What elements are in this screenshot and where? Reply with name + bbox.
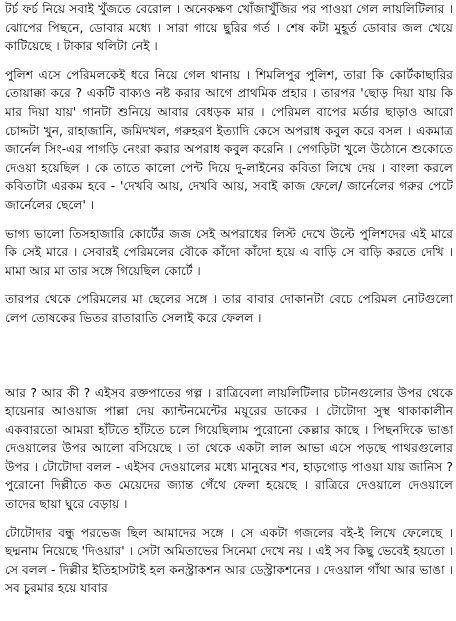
section-spacer [5,328,453,384]
paragraph-mother: তারপর থেকে পেরিমলের মা ছেলের সঙ্গে । তার বাবার দোকানটা বেচে পেরিমল নোটগুলো লেপ তোষকের ভিতর রাতারাতি সেলাই করে ফেলল । [5,292,453,325]
document-page [5,0,453,598]
paragraph-body-found: টর্চ ফর্চ নিয়ে সবাই খুঁজতে বেরোল । অনেকক্ষণ খোঁজাখুঁজির পর পাওয়া গেল লায়লিটিলার । ঝোপের পিছনে, ডোবার মধ্যে । সারা গায়ে ছুরির গর্ত । শেষ কটা মুহূর্ত ডোবার জল খেয়ে কাটিয়েছে । টাকার থলিটা নেই । [5,2,453,54]
paragraph-spacer [5,215,453,225]
paragraph-bloodshed-stories: আর ? আর কী ? এইসব রক্তপাতের গল্প । রাত্রিবেলা লায়লিটিলার চটানগুলোর উপর থেকে হায়েনার আওয়াজ পাল্লা দেয় ক্যান্টনমেন্টের ময়ূরের ডাকের । টোটোদা সুস্থ থাকাকালীন একবারতো আমরা হাঁটতে হাঁটতে চলে গিয়েছিলাম পুরোনো কেল্লার কাছে । পিছনদিকে ভাঙা দেওয়ালের উপর আলো বসিয়েছে । তা থেকে একটা লাল আভা এসে পড়ছে পাথরগুলোর উপর । টোটোদা বলল - এইসব দেওয়ালের মধ্যে মানুষের শব, হাড়গোড় পাওয়া যায় জানিস ? পুরোনো দিল্লীতে কত মেয়েদের জ্যান্ত গেঁথে ফেলা হয়েছে । রাত্রিরে দেওয়ালে দেওয়ালে তাদের ছায়া ঘুরে বেড়ায় । [5,385,453,512]
paragraph-spacer [5,514,453,524]
paragraph-court: ভাগ্য ভালো তিসহাজারি কোর্টের জজ সেই অপরাধের লিস্ট দেখে উল্টে পুলিশদের এই মারে কি সেই মারে । সেবারই পেরিমলের বৌকে কাঁদো কাঁদো হয়ে এ বাড়ি সে বাড়ি করতে দেখি । মামা আর মা তার সঙ্গে গিয়েছিল কোর্টে । [5,226,453,278]
paragraph-parvez: টোটোদার বন্ধু পরভেজ ছিল আমাদের সঙ্গে । সে একটা গজলের বই-ই লিখে ফেলেছে । ছদ্মনাম নিয়েছে 'দিওয়ার' । সেটা অমিতাভের সিনেমা দেখে নয় । এই সব কিছু ভেবেই হয়তো । সে বলল - দিল্লীর ইতিহাসটাই হল কনস্ট্রাকশন আর ডেস্ট্রাকশনের । দেওয়াল গাঁথা আর ভাঙা । সব চুরমার হয়ে যাবার [5,525,453,596]
paragraph-spacer [5,56,453,66]
paragraph-police-arrest: পুলিশ এসে পেরিমলকেই ধরে নিয়ে গেল থানায় । শিমলিপুর পুলিশ, তারা কি কোর্টকাছারির তোয়াক্কা করে ? একটি বাক্যও নষ্ট করার আগে প্রাথমিক প্রহার । তারপর 'ছোড় দিয়া যায় কি মার দিয়া যায়' গানটা শুনিয়ে আবার বেধড়ক মার । পেরিমল বাপের মর্ডার ছাড়াও আরো চোদ্দটা খুন, রাহাজানি, জমিদখল, গরুহরণ ইত্যাদি কেসে অপরাধ কবুল করে বসল । একমাত্র জার্নেল সিং-এর পাগড়ি নেংরা করার অপরাধ কবুল করেনি । পেগড়িটা খুলে উঠোনে শুকোতে দেওয়া হয়েছিল । কে তাতে কালো পেন্ট দিয়ে দু-লাইনের কবিতা লিখে দেয় । বাংলা করলে কবিতাটা এরকম হবে - 'দেখবি আয়, দেখবি আয়, সবাই কাজ ফেলে/ জার্নেলের গরুর পেটে জার্নেলের ছেলে' । [5,67,453,212]
paragraph-spacer [5,280,453,290]
